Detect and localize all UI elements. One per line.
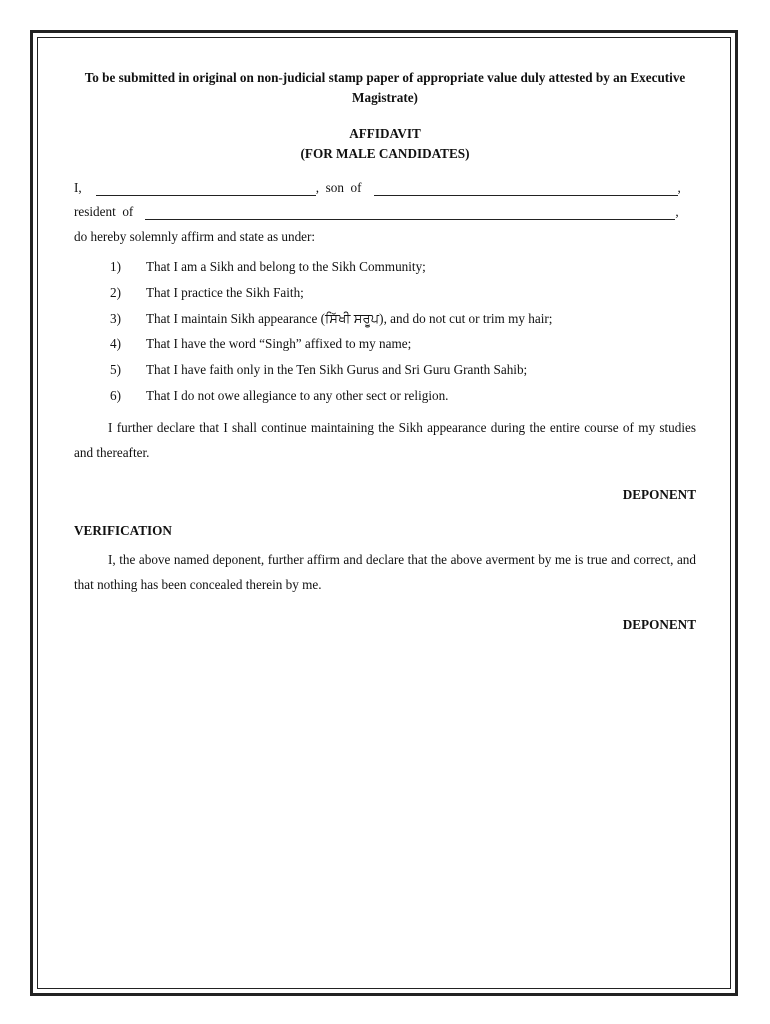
deponent-signature-1: DEPONENT <box>622 486 696 502</box>
name-line <box>74 178 696 196</box>
name-prefix: I, <box>74 180 82 195</box>
affidavit-document <box>74 68 696 633</box>
further-declaration: I further declare that I shall continue maintaining the Sikh appearance during the entire course of my studies and thereafter. <box>74 419 696 460</box>
list-item: 5) That I have faith only in the Ten Sikh Gurus and Sri Guru Granth Sahib; <box>110 362 528 378</box>
affidavit-title <box>74 124 696 164</box>
verification-heading: VERIFICATION <box>74 522 172 538</box>
title-line-1: AFFIDAVIT <box>349 126 421 141</box>
son-of-label: , son of <box>315 180 362 195</box>
list-item: 1) That I am a Sikh and belong to the Sikh Community; <box>110 259 426 274</box>
residence-line-suffix: , <box>675 204 679 219</box>
list-item: 3) That I maintain Sikh appearance (ਸਿੱਖੀ ਸਰੂਪ), and do not cut or trim my hair; <box>110 310 553 326</box>
resident-of-label: resident of <box>74 204 134 219</box>
submission-instruction: To be submitted in original on non-judicial stamp paper of appropriate value duly attested by an Executive Magistrate) <box>84 70 686 105</box>
list-item: 4) That I have the word “Singh” affixed to my name; <box>110 336 412 352</box>
affirmation-intro: do hereby solemnly affirm and state as under: <box>74 229 316 244</box>
list-item: 6) That I do not owe allegiance to any other sect or religion. <box>110 387 449 403</box>
affirmation-list <box>74 258 696 405</box>
list-item: 2) That I practice the Sikh Faith; <box>110 284 304 300</box>
name-blank[interactable] <box>96 183 316 196</box>
name-line-suffix: , <box>677 180 681 195</box>
title-line-2: (FOR MALE CANDIDATES) <box>300 146 470 161</box>
residence-blank[interactable] <box>145 207 675 220</box>
deponent-signature-2: DEPONENT <box>622 616 696 632</box>
verification-text: I, the above named deponent, further affirm and declare that the above averment by me is true and correct, and that nothing has been concealed therein by me. <box>74 551 696 592</box>
residence-line <box>74 202 696 220</box>
father-name-blank[interactable] <box>374 183 678 196</box>
